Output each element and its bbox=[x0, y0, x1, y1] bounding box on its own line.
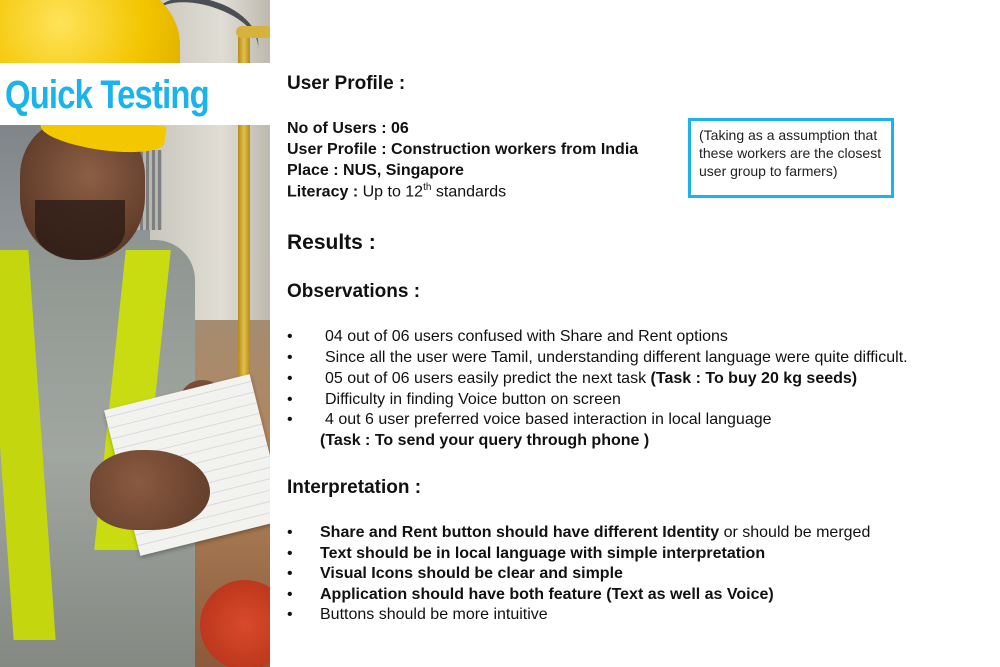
observation-item bbox=[287, 349, 908, 367]
interpretation-bold: Visual Icons should be clear and simple bbox=[320, 565, 623, 582]
user-profile-line: User Profile : Construction workers from India bbox=[287, 141, 639, 158]
results-heading: Results : bbox=[287, 231, 376, 254]
observation-item bbox=[287, 411, 772, 429]
interpretation-item bbox=[287, 565, 623, 583]
observations-heading: Observations : bbox=[287, 281, 421, 302]
observation-task-note: (Task : To send your query through phone ) bbox=[320, 432, 650, 449]
observation-task: (Task : To buy 20 kg seeds) bbox=[650, 370, 858, 387]
bullet: • bbox=[287, 411, 293, 428]
observation-text: Since all the user were Tamil, understanding different language were quite difficult. bbox=[325, 349, 908, 366]
observation-text: Difficulty in finding Voice button on screen bbox=[325, 391, 621, 408]
interpretation-item bbox=[287, 606, 548, 624]
literacy-suffix: standards bbox=[435, 183, 507, 201]
observation-item bbox=[287, 328, 728, 346]
observation-text: 4 out 6 user preferred voice based interaction in local language bbox=[325, 411, 772, 428]
bullet: • bbox=[287, 391, 293, 408]
bullet: • bbox=[287, 328, 293, 345]
interpretation-bold: Text should be in local language with simple interpretation bbox=[320, 545, 766, 562]
users-count: No of Users : 06 bbox=[287, 120, 409, 137]
assumption-note: (Taking as a assumption that these workers are the closest user group to farmers) bbox=[688, 118, 894, 198]
interpretation-bold: Application should have both feature (Text as well as Voice) bbox=[320, 586, 774, 603]
user-profile-heading: User Profile : bbox=[287, 73, 406, 94]
bullet: • bbox=[287, 586, 293, 603]
observation-text: 04 out of 06 users confused with Share and Rent options bbox=[325, 328, 728, 345]
literacy-label: Literacy : bbox=[287, 183, 359, 201]
title-banner bbox=[0, 63, 270, 125]
place-line: Place : NUS, Singapore bbox=[287, 162, 464, 179]
literacy-sup: th bbox=[423, 182, 432, 193]
bullet: • bbox=[287, 370, 293, 387]
interpretation-item bbox=[287, 586, 774, 604]
bullet: • bbox=[287, 349, 293, 366]
bullet: • bbox=[287, 565, 293, 582]
literacy-value: Up to 12 bbox=[362, 183, 424, 201]
interpretation-item bbox=[287, 545, 765, 563]
literacy-line bbox=[287, 182, 506, 201]
bullet: • bbox=[287, 524, 293, 541]
interpretation-heading: Interpretation : bbox=[287, 477, 422, 498]
bullet: • bbox=[287, 606, 293, 623]
interpretation-text: or should be merged bbox=[719, 524, 871, 541]
observation-item bbox=[287, 391, 621, 409]
bullet: • bbox=[287, 545, 293, 562]
interpretation-text: Buttons should be more intuitive bbox=[320, 606, 548, 623]
interpretation-item bbox=[287, 524, 870, 542]
observation-item bbox=[287, 370, 857, 388]
observation-text: 05 out of 06 users easily predict the next task bbox=[325, 370, 647, 387]
interpretation-bold: Share and Rent button should have different Identity bbox=[320, 524, 720, 541]
page-title: Quick Testing bbox=[5, 73, 209, 117]
